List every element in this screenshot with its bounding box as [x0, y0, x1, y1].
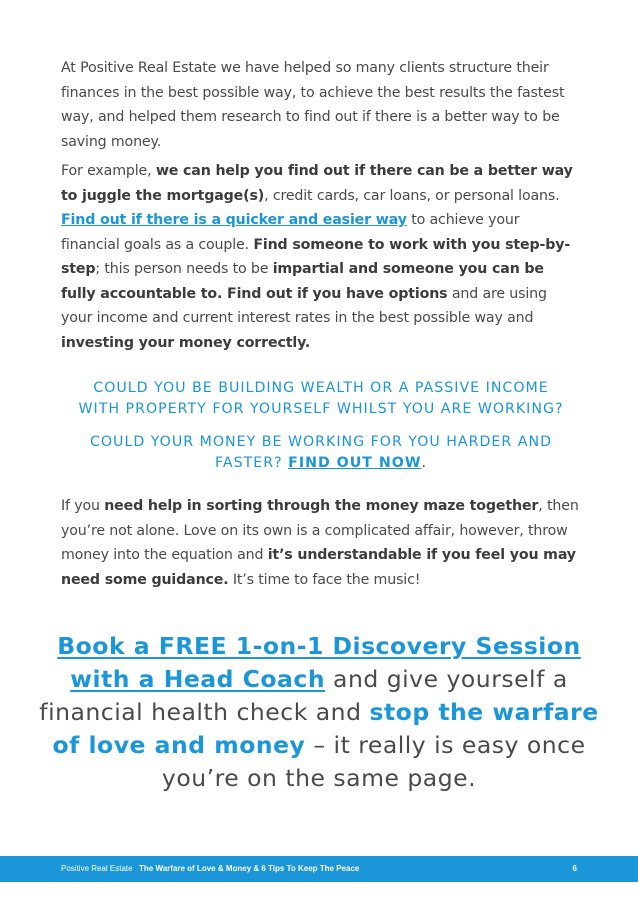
quicker-easier-way-link[interactable]: Find out if there is a quicker and easier way — [61, 212, 407, 228]
guidance-text-2: , then you’re not alone. Love on its own is a complicated affair, however, throw money into the equation and — [61, 498, 579, 563]
wealth-callout-line-1: COULD YOU BE BUILDING WEALTH OR A PASSIVE INCOME — [93, 380, 549, 396]
guidance-bold-1: need help in sorting through the money maze together — [104, 498, 539, 514]
example-bold-4: investing your money correctly. — [61, 334, 311, 351]
wealth-callout-line-2: WITH PROPERTY FOR YOURSELF WHILST YOU ARE WORKING? — [78, 401, 564, 417]
example-text-4: ; this person needs to be — [95, 261, 273, 277]
find-out-now-link[interactable]: FIND OUT NOW — [288, 455, 422, 471]
intro-text: At Positive Real Estate we have helped so many clients structure their finances in the best possible way, to achieve the best results the fastest way, and helped them research to find out if there is a better way to be saving money. — [61, 60, 565, 150]
guidance-text-1: If you — [61, 498, 105, 514]
cta-bold: stop the warfare of love and money — [52, 698, 599, 759]
guidance-bold-2: it’s understandable if you feel you may need some guidance. — [61, 547, 576, 588]
page-number: 6 — [572, 864, 577, 873]
footer-brand: Positive Real Estate — [61, 864, 133, 873]
example-bold-2: Find someone to work with you step-by-step — [61, 236, 571, 277]
example-paragraph — [61, 159, 581, 355]
example-text-2: , credit cards, car loans, or personal loans. — [264, 187, 560, 204]
example-text-3: to achieve your financial goals as a couple. — [61, 212, 520, 253]
money-callout-line-2: FASTER? — [215, 455, 289, 471]
cta-text-2: – it really is easy once you’re on the same page. — [161, 731, 586, 792]
example-bold-1: we can help you find out if there can be a better way to juggle the mortgage(s) — [61, 163, 573, 204]
wealth-callout — [61, 378, 581, 420]
intro-paragraph — [61, 56, 581, 154]
money-callout — [61, 432, 581, 474]
page-footer — [0, 856, 638, 882]
guidance-paragraph — [61, 494, 581, 592]
book-discovery-session-link[interactable]: Book a FREE 1-on-1 Discovery Session with a Head Coach — [57, 632, 581, 693]
page-content — [61, 56, 581, 597]
footer-document-title: The Warfare of Love & Money & 6 Tips To Keep The Peace — [139, 864, 360, 873]
example-text-1: For example, — [61, 163, 156, 179]
money-callout-line-1: COULD YOUR MONEY BE WORKING FOR YOU HARDER AND — [89, 434, 552, 450]
cta-block — [30, 630, 608, 795]
example-text-5: and are using your income and current interest rates in the best possible way and — [61, 285, 547, 326]
example-bold-3: impartial and someone you can be fully accountable to. Find out if you have options — [61, 261, 544, 302]
guidance-text-3: It’s time to face the music! — [228, 571, 421, 588]
money-callout-period: . — [421, 455, 427, 471]
cta-text-1: and give yourself a financial health check and — [39, 665, 568, 726]
